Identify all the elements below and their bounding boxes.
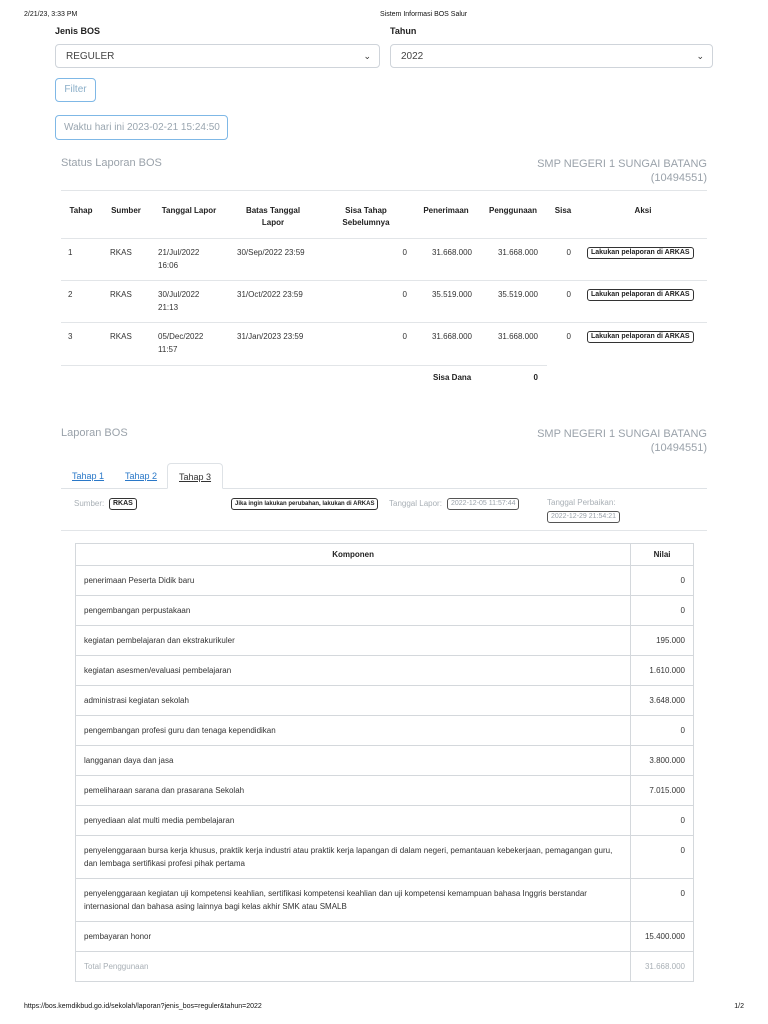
school-name: SMP NEGERI 1 SUNGAI BATANG — [537, 158, 707, 170]
cell-batas: 31/Oct/2022 23:59 — [237, 290, 303, 299]
cell-nilai: 15.400.000 — [644, 932, 685, 941]
cell-komponen: pengembangan profesi guru dan tenaga kependidikan — [76, 716, 631, 745]
school-name: SMP NEGERI 1 SUNGAI BATANG — [537, 428, 707, 440]
cell-tanggal-lapor: 30/Jul/2022 21:13 — [158, 290, 200, 312]
table-row — [76, 805, 693, 835]
table-row — [76, 685, 693, 715]
col-header-penerimaan: Penerimaan — [423, 206, 469, 215]
cell-komponen: kegiatan asesmen/evaluasi pembelajaran — [76, 656, 631, 685]
print-url: https://bos.kemdikbud.go.id/sekolah/laporan?jenis_bos=reguler&tahun=2022 — [24, 1003, 262, 1010]
cell-sisa: 0 — [566, 248, 571, 257]
jenis-bos-label: Jenis BOS — [55, 26, 101, 36]
cell-nilai: 3.800.000 — [649, 756, 685, 765]
cell-sisa-sebelumnya: 0 — [402, 332, 407, 341]
total-value: 31.668.000 — [644, 962, 685, 971]
laporan-section-title: Laporan BOS — [61, 427, 128, 439]
col-header-sisa: Sisa — [554, 206, 572, 215]
tab-tahap-3[interactable]: Tahap 3 — [167, 463, 223, 489]
divider — [61, 365, 547, 366]
table-row — [76, 565, 693, 595]
table-row — [76, 625, 693, 655]
table-row — [76, 715, 693, 745]
cell-tanggal-lapor: 21/Jul/2022 16:06 — [158, 248, 200, 270]
tanggal-perbaikan-label: Tanggal Perbaikan: — [547, 498, 616, 507]
status-section-title: Status Laporan BOS — [61, 157, 162, 169]
change-note-badge: Jika ingin lakukan perubahan, lakukan di ARKAS — [231, 498, 378, 510]
col-header-komponen: Komponen — [76, 544, 631, 565]
table-row — [76, 745, 693, 775]
cell-komponen: kegiatan pembelajaran dan ekstrakurikuler — [76, 626, 631, 655]
divider — [61, 238, 707, 239]
cell-nilai: 0 — [680, 726, 685, 735]
school-code: (10494551) — [650, 442, 707, 454]
cell-komponen: pembayaran honor — [76, 922, 631, 951]
divider — [61, 190, 707, 191]
col-header-batas-tanggal: Batas Tanggal Lapor — [245, 206, 301, 227]
lakukan-pelaporan-button[interactable]: Lakukan pelaporan di ARKAS — [587, 331, 694, 343]
komponen-table — [75, 543, 694, 982]
cell-tahap: 1 — [68, 248, 73, 257]
cell-sisa: 0 — [566, 290, 571, 299]
col-header-sisa-tahap: Sisa Tahap Sebelumnya — [342, 206, 390, 227]
table-row — [76, 775, 693, 805]
cell-tahap: 2 — [68, 290, 73, 299]
cell-komponen: penyelenggaraan bursa kerja khusus, praktik kerja industri atau praktik kerja lapangan di dalam negeri, pemantauan kebekerjaan, pemagangan guru, dan lembaga sertifikasi profesi pihak pertama — [76, 836, 631, 878]
col-header-sumber: Sumber — [111, 206, 141, 215]
col-header-tanggal-lapor: Tanggal Lapor — [161, 206, 217, 215]
cell-batas: 31/Jan/2023 23:59 — [237, 332, 304, 341]
filter-button[interactable]: Filter — [55, 78, 96, 102]
cell-nilai: 7.015.000 — [649, 786, 685, 795]
cell-sumber: RKAS — [110, 332, 132, 341]
cell-nilai: 0 — [680, 576, 685, 585]
cell-batas: 30/Sep/2022 23:59 — [237, 248, 305, 257]
tanggal-lapor-badge: 2022-12-05 11:57:44 — [447, 498, 519, 510]
cell-komponen: penerimaan Peserta Didik baru — [76, 566, 631, 595]
total-row — [76, 951, 693, 981]
tahun-select[interactable] — [390, 44, 713, 68]
table-row — [76, 921, 693, 951]
cell-sumber: RKAS — [110, 290, 132, 299]
tanggal-perbaikan-badge: 2022-12-29 21:54:21 — [547, 511, 620, 523]
print-date: 2/21/23, 3:33 PM — [24, 11, 78, 18]
current-time-display: Waktu hari ini 2023-02-21 15:24:50 — [55, 115, 228, 140]
jenis-bos-value: REGULER — [66, 51, 115, 62]
cell-penggunaan: 31.668.000 — [497, 332, 538, 341]
tahun-value: 2022 — [401, 51, 424, 62]
divider — [61, 322, 707, 323]
cell-komponen: administrasi kegiatan sekolah — [76, 686, 631, 715]
cell-komponen: pemeliharaan sarana dan prasarana Sekolah — [76, 776, 631, 805]
cell-nilai: 0 — [680, 889, 685, 898]
cell-tahap: 3 — [68, 332, 73, 341]
col-header-tahap: Tahap — [69, 206, 93, 215]
total-label: Total Penggunaan — [76, 952, 631, 981]
lakukan-pelaporan-button[interactable]: Lakukan pelaporan di ARKAS — [587, 289, 694, 301]
tab-tahap-2[interactable]: Tahap 2 — [125, 471, 158, 481]
cell-nilai: 3.648.000 — [649, 696, 685, 705]
cell-tanggal-lapor: 05/Dec/2022 11:57 — [158, 332, 204, 354]
cell-nilai: 0 — [680, 846, 685, 855]
cell-nilai: 0 — [680, 816, 685, 825]
sumber-label: Sumber: — [74, 499, 105, 508]
tahun-label: Tahun — [390, 26, 417, 36]
sumber-badge: RKAS — [109, 498, 137, 510]
print-page-number: 1/2 — [734, 1003, 744, 1010]
status-school-info — [537, 157, 707, 185]
tanggal-lapor-label: Tanggal Lapor: — [389, 499, 442, 508]
cell-komponen: penyediaan alat multi media pembelajaran — [76, 806, 631, 835]
school-code: (10494551) — [650, 172, 707, 184]
tab-tahap-1[interactable]: Tahap 1 — [72, 471, 105, 481]
cell-sisa-sebelumnya: 0 — [402, 290, 407, 299]
col-header-penggunaan: Penggunaan — [488, 206, 537, 215]
laporan-school-info — [537, 427, 707, 455]
table-row — [76, 655, 693, 685]
table-row — [76, 835, 693, 878]
col-header-nilai: Nilai — [653, 550, 671, 559]
cell-sumber: RKAS — [110, 248, 132, 257]
cell-nilai: 195.000 — [656, 636, 685, 645]
cell-penerimaan: 31.668.000 — [431, 248, 472, 257]
divider — [61, 280, 707, 281]
cell-penerimaan: 35.519.000 — [431, 290, 472, 299]
cell-sisa: 0 — [566, 332, 571, 341]
cell-komponen: langganan daya dan jasa — [76, 746, 631, 775]
chevron-down-icon: ⌄ — [363, 51, 371, 61]
cell-nilai: 0 — [680, 606, 685, 615]
cell-nilai: 1.610.000 — [649, 666, 685, 675]
cell-penggunaan: 31.668.000 — [497, 248, 538, 257]
col-header-aksi: Aksi — [634, 206, 652, 215]
lakukan-pelaporan-button[interactable]: Lakukan pelaporan di ARKAS — [587, 247, 694, 259]
table-row — [76, 595, 693, 625]
cell-penerimaan: 31.668.000 — [431, 332, 472, 341]
sisa-dana-value: 0 — [533, 373, 538, 382]
table-row — [76, 878, 693, 921]
print-title: Sistem Informasi BOS Salur — [380, 11, 468, 18]
cell-komponen: penyelenggaraan kegiatan uji kompetensi keahlian, sertifikasi kompetensi keahlian dan uji kompetensi kemampuan bahasa Inggris berstandar internasional dan bahasa asing lainnya bagi kelas akhir SMK atau SMALB — [76, 879, 631, 921]
cell-komponen: pengembangan perpustakaan — [76, 596, 631, 625]
cell-sisa-sebelumnya: 0 — [402, 248, 407, 257]
chevron-down-icon: ⌄ — [696, 51, 704, 61]
sisa-dana-label: Sisa Dana — [433, 373, 472, 382]
cell-penggunaan: 35.519.000 — [497, 290, 538, 299]
jenis-bos-select[interactable] — [55, 44, 380, 68]
table-header-row — [76, 544, 693, 565]
divider — [61, 530, 707, 531]
